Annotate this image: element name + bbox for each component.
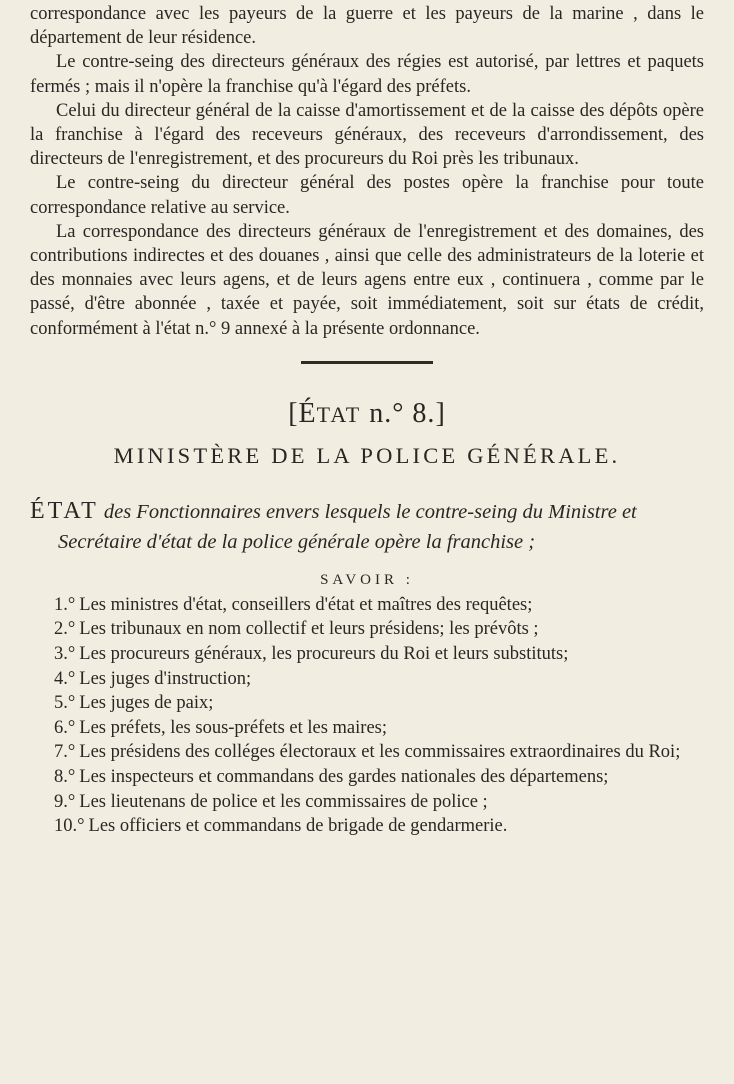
etat-heading xyxy=(30,394,704,434)
savoir-label: SAVOIR : xyxy=(320,571,414,588)
list-item-number: 5.° xyxy=(54,693,76,714)
list-item xyxy=(30,593,704,618)
official-list xyxy=(30,593,704,839)
etat-word-rest: TAT xyxy=(316,401,362,427)
list-item-text: Les juges de paix; xyxy=(79,693,214,714)
list-item xyxy=(30,790,704,815)
list-item-text: Les préfets, les sous-préfets et les maires; xyxy=(79,717,387,738)
etat-word-initial: É xyxy=(298,397,317,429)
list-item xyxy=(30,667,704,692)
section-divider xyxy=(301,361,433,364)
paragraph-postes: Le contre-seing du directeur général des postes opère la franchise pour toute correspondance relative au service. xyxy=(30,173,704,218)
list-item xyxy=(30,740,704,765)
etat-title-text: des Fonctionnaires envers lesquels le contre-seing du Ministre et Secrétaire d'état de la police générale opère la franchise ; xyxy=(58,500,637,553)
list-item xyxy=(30,617,704,642)
list-item-number: 2.° xyxy=(54,619,76,640)
list-item-text: Les inspecteurs et commandans des gardes nationales des départemens; xyxy=(79,767,609,787)
list-item-number: 7.° xyxy=(54,742,76,763)
list-item xyxy=(30,691,704,716)
etat-title xyxy=(30,496,704,557)
list-item-text: Les présidens des colléges électoraux et les commissaires extraordinaires du Roi; xyxy=(79,742,681,763)
list-item-text: Les tribunaux en nom collectif et leurs présidens; les prévôts ; xyxy=(79,619,539,640)
etat-bracket-open: [ xyxy=(288,397,299,429)
etat-number: n.° 8. xyxy=(369,397,436,429)
paragraph-continuation: correspondance avec les payeurs de la guerre et les payeurs de la marine , dans le département de leur résidence. xyxy=(30,4,704,49)
list-item xyxy=(30,642,704,667)
list-item xyxy=(30,814,704,839)
list-item-number: 10.° xyxy=(54,816,85,837)
list-item-number: 8.° xyxy=(54,767,76,787)
list-item-number: 4.° xyxy=(54,668,76,689)
list-item-text: Les lieutenans de police et les commissaires de police ; xyxy=(79,791,488,812)
list-item-text: Les juges d'instruction; xyxy=(79,668,252,689)
list-item-number: 3.° xyxy=(54,644,76,665)
list-item xyxy=(30,765,704,790)
list-item-text: Les procureurs généraux, les procureurs du Roi et leurs substituts; xyxy=(79,644,569,665)
paragraph-correspondance: La correspondance des directeurs généraux de l'enregistrement et des domaines, des contributions indirectes et des douanes , ainsi que celle des administrateurs de la loterie et des monnaies avec leurs agens, et de leurs agens entre eux , continuera , comme par le passé, d'être abonnée , taxée et payée, soit immédiatement, soit sur états de crédit, conformément à l'état n.° 9 annexé à la présente ordonnance. xyxy=(30,221,704,339)
list-item-text: Les ministres d'état, conseillers d'état et maîtres des requêtes; xyxy=(79,594,533,615)
etat-title-lead: ÉTAT xyxy=(30,497,99,524)
list-item xyxy=(30,716,704,741)
list-item-number: 1.° xyxy=(54,594,76,615)
list-item-number: 9.° xyxy=(54,791,76,812)
ministry-title: MINISTÈRE DE LA POLICE GÉNÉRALE. xyxy=(113,442,621,468)
etat-bracket-close: ] xyxy=(435,397,446,429)
paragraph-regies: Le contre-seing des directeurs généraux des régies est autorisé, par lettres et paquets fermés ; mais il n'opère la franchise qu'à l'égard des préfets. xyxy=(30,52,704,97)
list-item-text: Les officiers et commandans de brigade de gendarmerie. xyxy=(88,816,508,837)
list-item-number: 6.° xyxy=(54,717,76,738)
paragraph-caisse: Celui du directeur général de la caisse d'amortissement et de la caisse des dépôts opère la franchise à l'égard des receveurs généraux, des receveurs d'arrondissement, des directeurs de l'enregistrement, et des procureurs du Roi près les tribunaux. xyxy=(30,100,704,170)
